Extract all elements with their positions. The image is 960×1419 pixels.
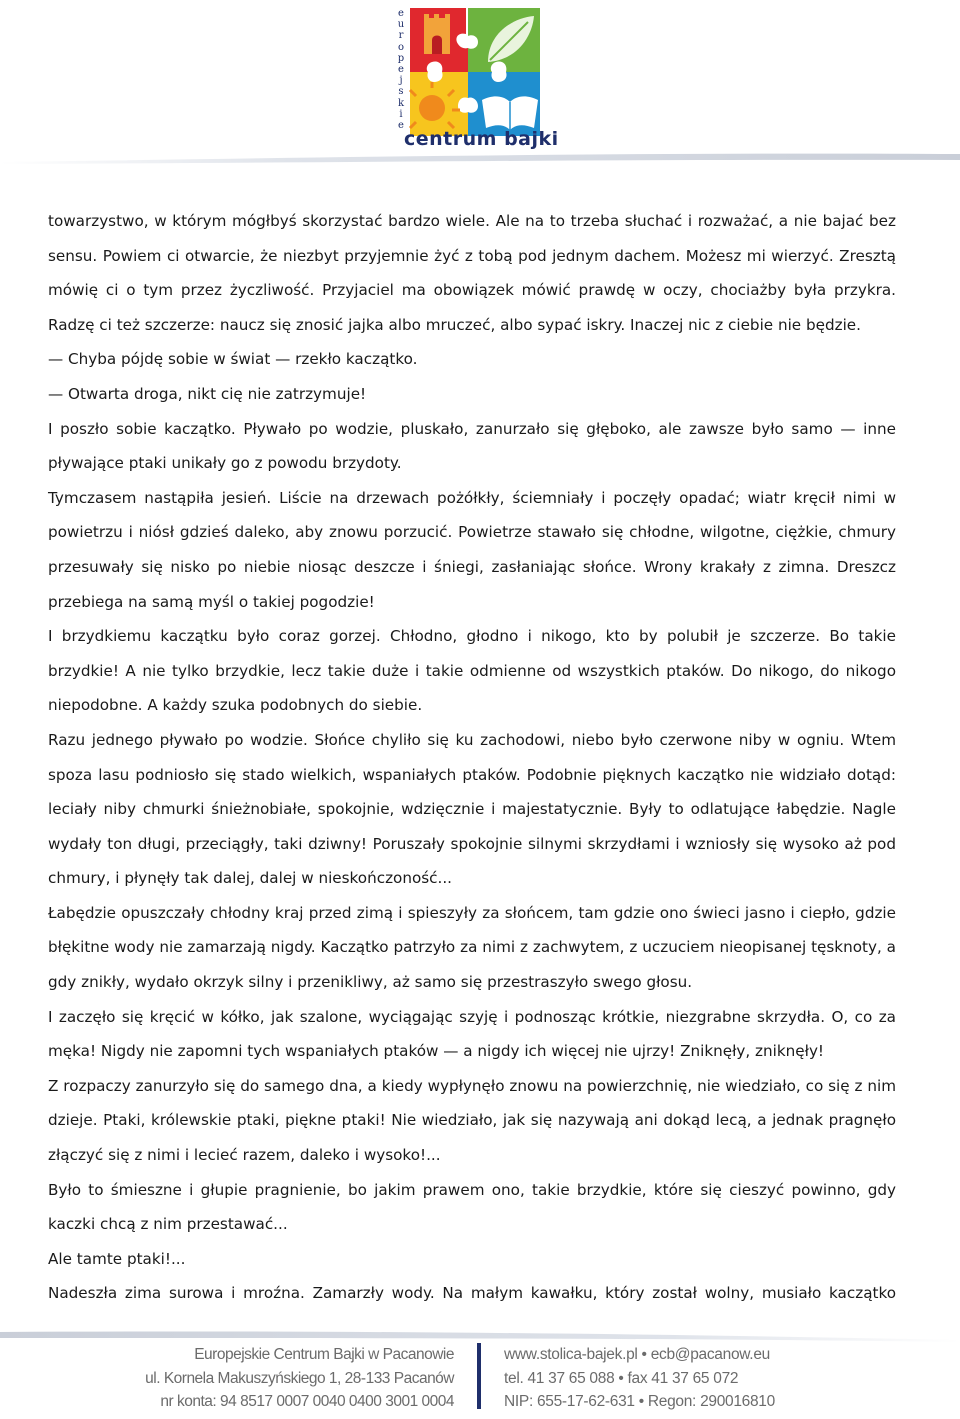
footer-divider [0, 1330, 960, 1344]
paragraph: I poszło sobie kaczątko. Pływało po wodzie, pluskało, zanurzało się głęboko, ale zawsze było samo — inne pływające ptaki unikały go z powodu brzydoty. [48, 419, 896, 473]
paragraph: — Otwarta droga, nikt cię nie zatrzymuje! [48, 384, 367, 403]
logo-wordmark: centrum bajki [404, 128, 559, 150]
logo-letter: u [397, 19, 405, 31]
paragraph: Było to śmieszne i głupie pragnienie, bo jakim prawem ono, takie brzydkie, które się cieszyć powinno, gdy kaczki chcą z nim przestawać... [48, 1180, 896, 1234]
logo-letter: k [397, 97, 405, 109]
footer-separator [477, 1343, 481, 1409]
paragraph: Razu jednego pływało po wodzie. Słońce chyliło się ku zachodowi, niebo było czerwone niby w ogniu. Wtem spoza lasu podniosło się stado wielkich, wspaniałych ptaków. Podobnie pięknych kaczątko nie widziało dotąd: leciały niby chmurki śnieżnobiałe, spokojnie, wdzięcznie i majestatycznie. Były to odlatujące łabędzie. Nagle wydały ton długi, przeciągły, taki dziwny! Poruszały spokojnie silnymi skrzydłami i wzniosły się wysoko aż pod chmury, i płynęły tak dalej, dalej w nieskończoność... [48, 730, 896, 888]
paragraph: — Chyba pójdę sobie w świat — rzekło kaczątko. [48, 350, 418, 369]
footer-line: nr konta: 94 8517 0007 0040 0400 3001 0004 [160, 1393, 454, 1410]
footer-line: ul. Kornela Makuszyńskiego 1, 28-133 Pacanów [145, 1369, 454, 1387]
logo-letter: j [399, 75, 403, 87]
footer-address [145, 1343, 454, 1414]
logo-letter: e [398, 64, 404, 76]
footer-contact [504, 1343, 775, 1414]
logo-letter: r [398, 30, 404, 42]
paragraph: Z rozpaczy zanurzyło się do samego dna, a kiedy wypłynęło znowu na powierzchnię, nie wiedziało, co się z nim dzieje. Ptaki, królewskie ptaki, piękne ptaki! Nie wiedziało, jak się nazywają ani dokąd lecą, a jednak pragnęło złączyć się z nimi i lecieć razem, daleko i wysoko!... [48, 1076, 896, 1165]
paragraph: I brzydkiemu kaczątku było coraz gorzej. Chłodno, głodno i nikogo, kto by polubił je szczerze. Bo takie brzydkie! A nie tylko brzydkie, lecz takie duże i takie odmienne od wszystkich ptaków. Do nikogo, do nikogo niepodobne. A każdy szuka podobnych do siebie. [48, 627, 896, 715]
logo-letter: o [397, 41, 405, 53]
logo-letter: p [397, 52, 405, 64]
footer-line: Europejskie Centrum Bajki w Pacanowie [194, 1346, 454, 1363]
paragraph: I zaczęło się kręcić w kółko, jak szalone, wyciągając szyję i podnosząc krótkie, niezgrabne skrzydła. O, co za męka! Nigdy nie zapomni tych wspaniałych ptaków — a nigdy ich więcej nie ujrzy! Zniknęły, zniknęły! [48, 1007, 896, 1061]
paragraph: towarzystwo, w którym mógłbyś skorzystać bardzo wiele. Ale na to trzeba słuchać i rozważać, a nie bajać bez sensu. Powiem ci otwarcie, że niezbyt przyjemnie żyć z tobą pod jednym dachem. Możesz mi wierzyć. Zresztą mówię ci o tym przez życzliwość. Przyjaciel ma obowiązek mówić prawdę w oczy, chociażby była przykra. Radzę ci też szczerze: naucz się znosić jajka albo mruczeć, albo sypać iskry. Inaczej nic z ciebie nie będzie. [48, 212, 896, 334]
page-header [0, 0, 960, 165]
paragraph: Łabędzie opuszczały chłodny kraj przed zimą i spieszyły za słońcem, tam gdzie ono świeci jasno i ciepło, gdzie błękitne wody nie zamarzają nigdy. Kaczątko patrzyło za nimi z zachwytem, z uczuciem nieopisanej tęsknoty, a gdy znikły, wydało okrzyk silny i przenikliwy, aż samo się przestraszyło swego głosu. [48, 903, 896, 992]
logo-letter: e [398, 120, 404, 132]
logo-letter: i [399, 108, 403, 120]
footer-line: NIP: 655-17-62-631 • Regon: 290016810 [504, 1393, 775, 1410]
logo-letter: s [398, 86, 404, 98]
footer-line: www.stolica-bajek.pl • ecb@pacanow.eu [504, 1346, 770, 1363]
logo-letter: e [398, 8, 404, 19]
logo-vertical-text [396, 8, 406, 131]
story-text [48, 204, 896, 1311]
paragraph: Ale tamte ptaki!... [48, 1249, 186, 1268]
paragraph: Nadeszła zima surowa i mroźna. Zamarzły wody. Na małym kawałku, który został wolny, musiało kaczątko [48, 1284, 896, 1303]
paragraph: Tymczasem nastąpiła jesień. Liście na drzewach pożółkły, ściemniały i poczęły opadać; wiatr kręcił nimi w powietrzu i niósł gdzieś daleko, aby znowu porzucić. Powietrze stawało się chłodne, wilgotne, ciężkie, chmury przesuwały się nisko po niebie niosąc deszcze i śniegi, zasłaniając słońce. Wrony krakały z zimna. Dreszcz przebiega na samą myśl o takiej pogodzie! [48, 488, 896, 611]
footer-line: tel. 41 37 65 088 • fax 41 37 65 072 [504, 1369, 739, 1387]
header-divider [0, 152, 960, 164]
